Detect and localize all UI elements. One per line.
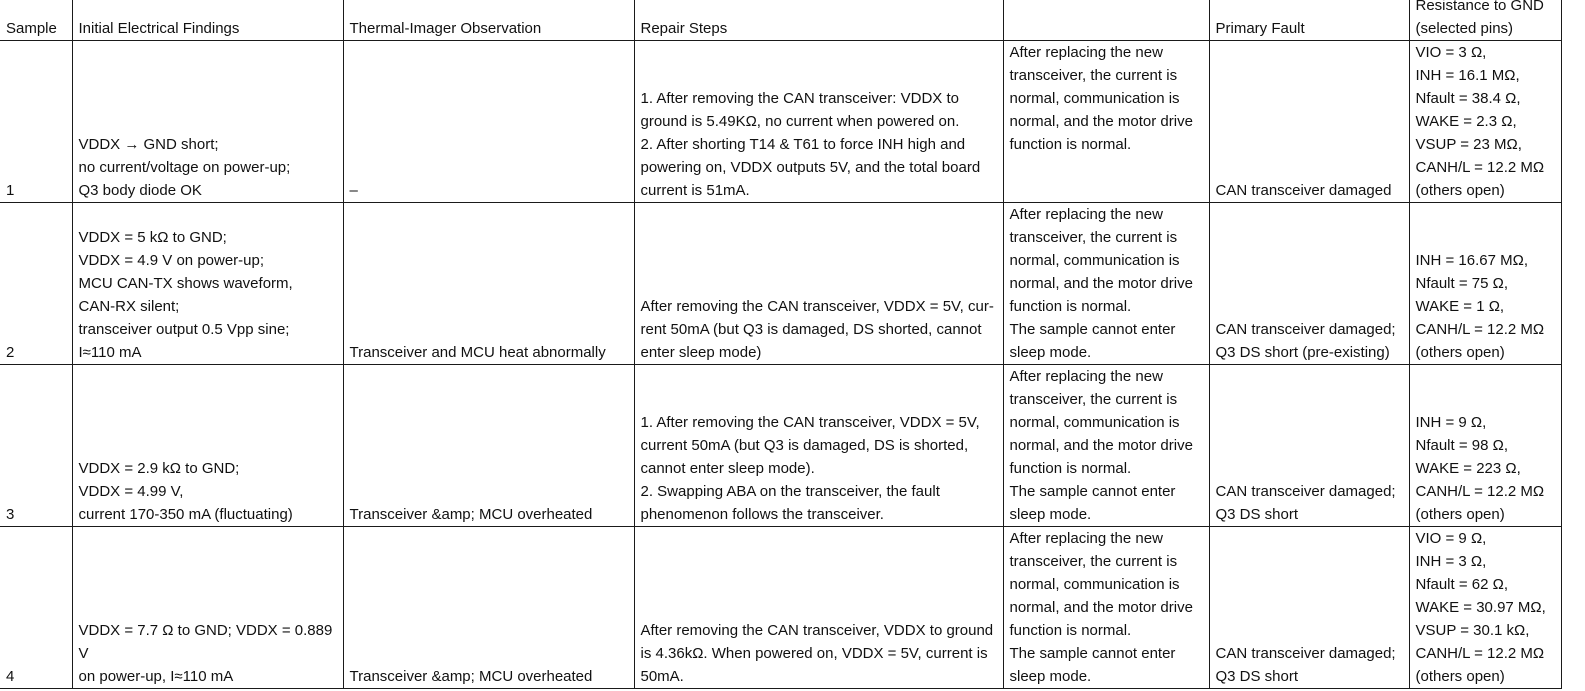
cell-thermal: Transceiver &amp; MCU overheated [343,365,634,527]
cell-resistance: INH = 16.67 MΩ, Nfault = 75 Ω, WAKE = 1 Ω, CANH/L = 12.2 MΩ (others open) [1409,203,1561,365]
header-result [1003,0,1209,41]
header-thermal-observation: Thermal-Imager Observation [343,0,634,41]
header-sample: Sample [0,0,72,41]
cell-fault: CAN transceiver damaged; Q3 DS short [1209,365,1409,527]
header-row [0,0,1561,41]
cell-findings: VDDX = 7.7 Ω to GND; VDDX = 0.889 V on power-up, I≈110 mA [72,527,343,689]
cell-findings: VDDX = 5 kΩ to GND; VDDX = 4.9 V on power-up; MCU CAN-TX shows waveform, CAN-RX silent; transceiver output 0.5 Vpp sine; I≈110 mA [72,203,343,365]
cell-result: After replacing the new transceiver, the current is normal, communication is normal, and the motor drive function is normal. The sample cannot enter sleep mode. [1003,203,1209,365]
cell-repair: After removing the CAN transceiver, VDDX to ground is 4.36kΩ. When powered on, VDDX = 5V, current is 50mA. [634,527,1003,689]
table-row [0,527,1561,689]
table-row [0,41,1561,203]
header-repair-steps: Repair Steps [634,0,1003,41]
cell-resistance: VIO = 3 Ω, INH = 16.1 MΩ, Nfault = 38.4 Ω, WAKE = 2.3 Ω, VSUP = 23 MΩ, CANH/L = 12.2 MΩ (others open) [1409,41,1561,203]
table-row [0,203,1561,365]
cell-result: After replacing the new transceiver, the current is normal, communication is normal, and the motor drive function is normal. The sample cannot enter sleep mode. [1003,527,1209,689]
cell-fault: CAN transceiver damaged [1209,41,1409,203]
cell-thermal: Transceiver &amp; MCU overheated [343,527,634,689]
cell-resistance: INH = 9 Ω, Nfault = 98 Ω, WAKE = 223 Ω, CANH/L = 12.2 MΩ (others open) [1409,365,1561,527]
table-row [0,365,1561,527]
cell-result: After replacing the new transceiver, the current is normal, communication is normal, and the motor drive function is normal. [1003,41,1209,203]
cell-sample: 3 [0,365,72,527]
cell-repair: After removing the CAN transceiver, VDDX = 5V, cur- rent 50mA (but Q3 is damaged, DS shorted, cannot enter sleep mode) [634,203,1003,365]
cell-resistance: VIO = 9 Ω, INH = 3 Ω, Nfault = 62 Ω, WAKE = 30.97 MΩ, VSUP = 30.1 kΩ, CANH/L = 12.2 MΩ (others open) [1409,527,1561,689]
cell-sample: 2 [0,203,72,365]
cell-repair: 1. After removing the CAN transceiver: VDDX to ground is 5.49KΩ, no current when powered on. 2. After shorting T14 & T61 to force INH high and powering on, VDDX outputs 5V, and the total board current is 51mA. [634,41,1003,203]
cell-thermal: – [343,41,634,203]
cell-fault: CAN transceiver damaged; Q3 DS short [1209,527,1409,689]
cell-findings: VDDX → GND short; no current/voltage on power-up; Q3 body diode OK [72,41,343,203]
header-initial-findings: Initial Electrical Findings [72,0,343,41]
cell-thermal: Transceiver and MCU heat abnormally [343,203,634,365]
cell-fault: CAN transceiver damaged; Q3 DS short (pre-existing) [1209,203,1409,365]
cell-findings: VDDX = 2.9 kΩ to GND; VDDX = 4.99 V, current 170-350 mA (fluctuating) [72,365,343,527]
header-resistance: Resistance to GND (selected pins) [1409,0,1561,41]
cell-result: After replacing the new transceiver, the current is normal, communication is normal, and the motor drive function is normal. The sample cannot enter sleep mode. [1003,365,1209,527]
cell-sample: 1 [0,41,72,203]
cell-repair: 1. After removing the CAN transceiver, VDDX = 5V, current 50mA (but Q3 is damaged, DS is shorted, cannot enter sleep mode). 2. Swapping ABA on the transceiver, the fault phenomenon follows the transceiver. [634,365,1003,527]
header-primary-fault: Primary Fault [1209,0,1409,41]
cell-sample: 4 [0,527,72,689]
